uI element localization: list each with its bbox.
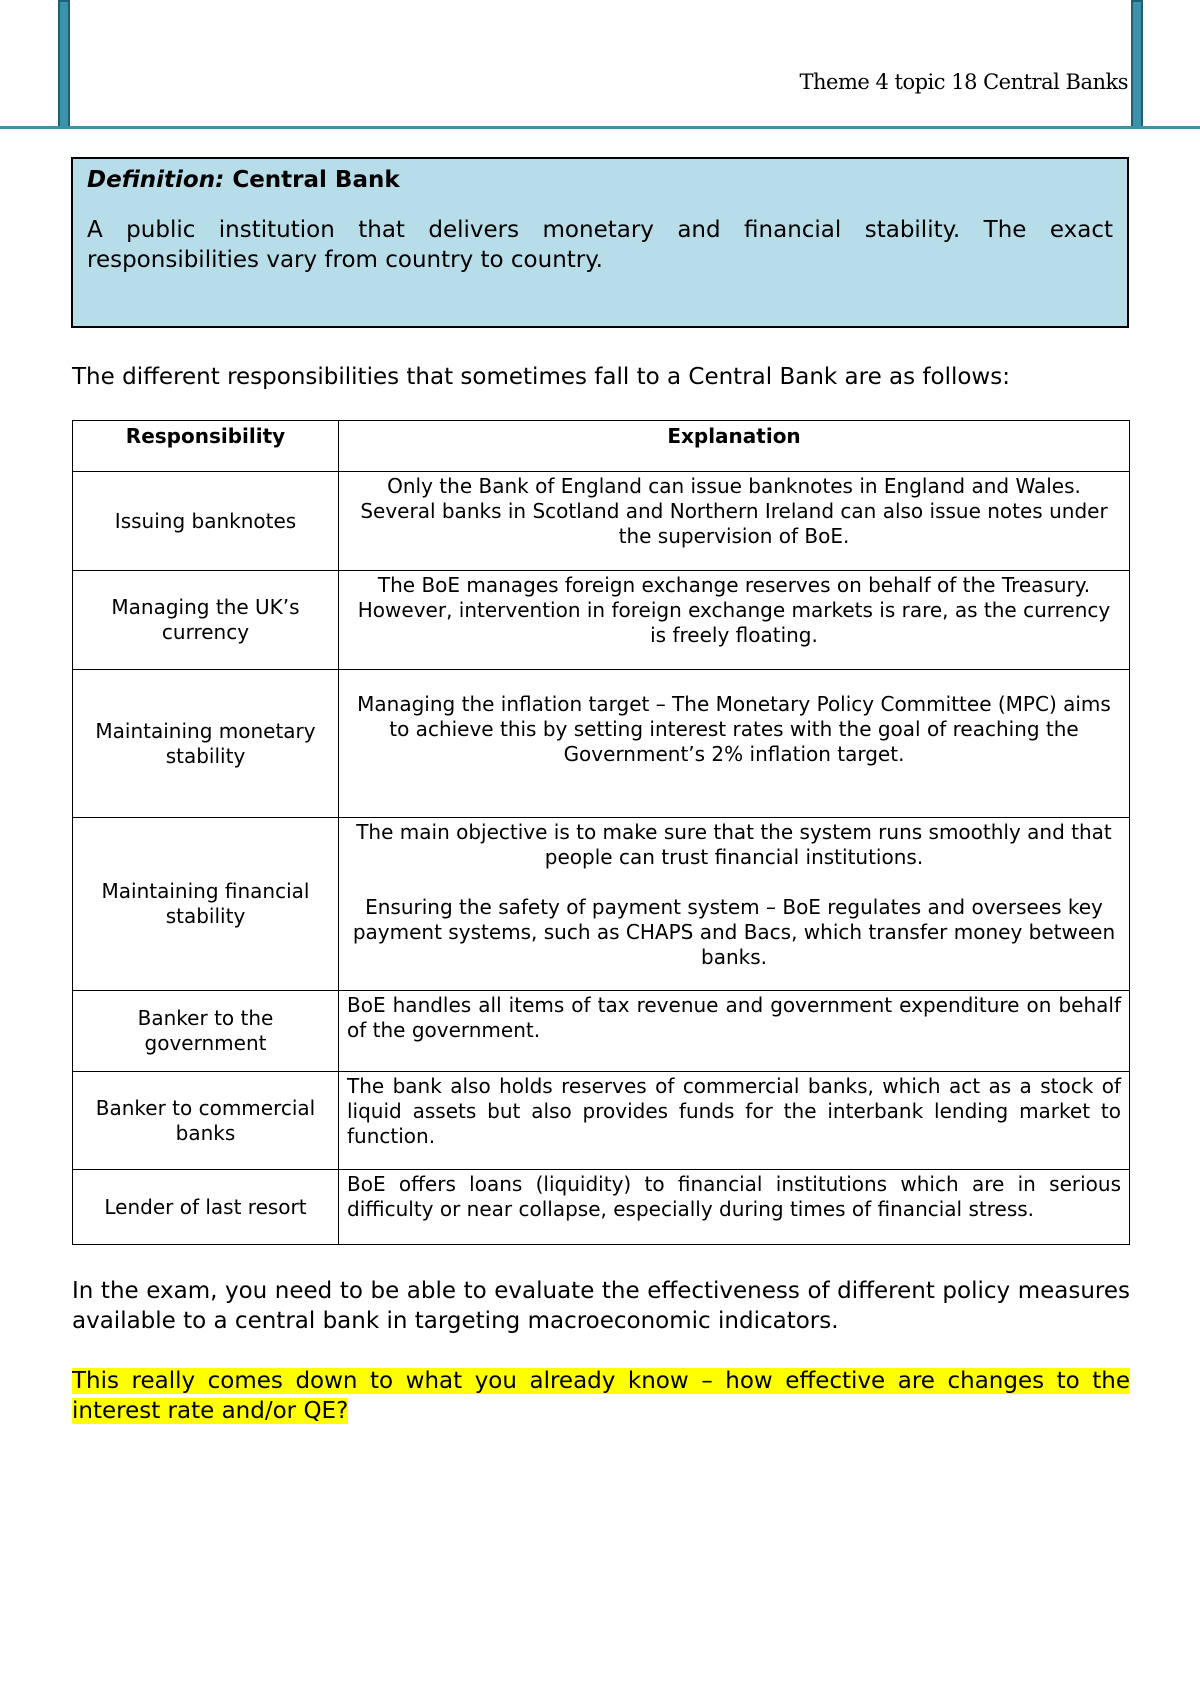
column-header-explanation: Explanation — [339, 421, 1130, 472]
highlighted-note — [72, 1366, 1130, 1426]
table-row — [73, 1072, 1130, 1170]
header-rule — [0, 126, 1200, 129]
definition-box — [71, 157, 1129, 328]
header-bar-right — [1131, 0, 1143, 128]
highlighted-text: This really comes down to what you already know – how effective are changes to the interest rate and/or QE? — [72, 1368, 1130, 1424]
column-header-responsibility: Responsibility — [73, 421, 339, 472]
responsibility-cell: Lender of last resort — [73, 1170, 339, 1245]
table-row — [73, 1170, 1130, 1245]
explanation-cell: The BoE manages foreign exchange reserves on behalf of the Treasury. However, intervention in foreign exchange markets is rare, as the currency is freely floating. — [339, 571, 1130, 670]
definition-heading — [87, 167, 1113, 193]
responsibility-cell: Banker to the government — [73, 991, 339, 1072]
definition-label: Definition: — [87, 167, 225, 193]
explanation-cell — [339, 818, 1130, 991]
page-header-title: Theme 4 topic 18 Central Banks — [799, 70, 1128, 94]
table-row — [73, 571, 1130, 670]
responsibility-cell: Managing the UK’s currency — [73, 571, 339, 670]
evaluation-text: In the exam, you need to be able to evaluate the effectiveness of different policy measures available to a central bank in targeting macroeconomic indicators. — [72, 1278, 1130, 1334]
explanation-cell: BoE offers loans (liquidity) to financial institutions which are in serious difficulty or near collapse, especially during times of financial stress. — [339, 1170, 1130, 1245]
header-bar-left — [58, 0, 70, 128]
table-row — [73, 670, 1130, 818]
responsibility-cell: Banker to commercial banks — [73, 1072, 339, 1170]
table-header-row — [73, 421, 1130, 472]
responsibilities-table — [72, 420, 1130, 1245]
table-row — [73, 818, 1130, 991]
explanation-cell: Managing the inflation target – The Monetary Policy Committee (MPC) aims to achieve this by setting interest rates with the goal of reaching the Government’s 2% inflation target. — [339, 670, 1130, 818]
intro-text: The different responsibilities that sometimes fall to a Central Bank are as follows: — [72, 364, 1010, 390]
explanation-cell: BoE handles all items of tax revenue and government expenditure on behalf of the government. — [339, 991, 1130, 1072]
definition-term: Central Bank — [232, 167, 400, 193]
explanation-paragraph: Ensuring the safety of payment system – BoE regulates and oversees key payment systems, such as CHAPS and Bacs, which transfer money between banks. — [352, 895, 1116, 969]
table-row — [73, 991, 1130, 1072]
table-row — [73, 472, 1130, 571]
explanation-cell: The bank also holds reserves of commercial banks, which act as a stock of liquid assets but also provides funds for the interbank lending market to function. — [339, 1072, 1130, 1170]
explanation-paragraph: The main objective is to make sure that the system runs smoothly and that people can trust financial institutions. — [356, 820, 1112, 869]
responsibility-cell: Maintaining financial stability — [73, 818, 339, 991]
responsibility-cell: Issuing banknotes — [73, 472, 339, 571]
responsibility-cell: Maintaining monetary stability — [73, 670, 339, 818]
explanation-cell: Only the Bank of England can issue banknotes in England and Wales. Several banks in Scotland and Northern Ireland can also issue notes under the supervision of BoE. — [339, 472, 1130, 571]
definition-text: A public institution that delivers monetary and financial stability. The exact responsibilities vary from country to country. — [87, 217, 1113, 273]
